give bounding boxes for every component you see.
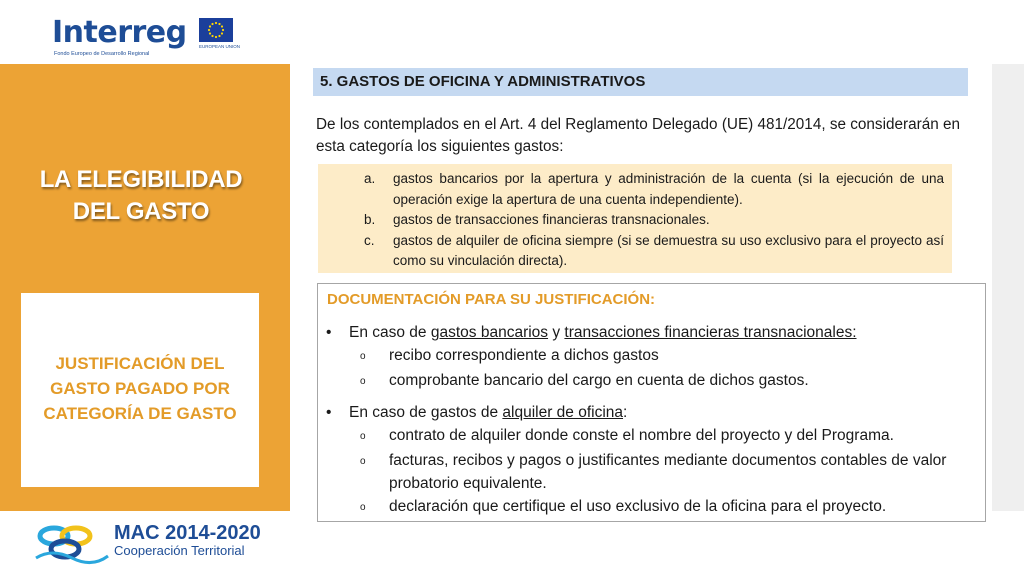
- sub-item-text: recibo correspondiente a dichos gastos: [389, 347, 659, 364]
- sublist-banking: [360, 344, 980, 394]
- underlined-term: transacciones financieras transnacionales:: [564, 324, 857, 341]
- sub-item: [360, 344, 980, 369]
- category-box-line2: GASTO PAGADO POR: [50, 379, 230, 398]
- eu-label: EUROPEAN UNION: [199, 44, 241, 49]
- bullet-office-rent: [326, 401, 627, 424]
- list-marker: c.: [364, 232, 375, 248]
- list-item: [318, 210, 944, 231]
- circle-bullet-icon: o: [360, 376, 366, 387]
- category-box-text: [21, 351, 259, 426]
- sub-item: [360, 369, 980, 394]
- sublist-office-rent: [360, 424, 980, 520]
- interreg-wordmark: Interreg: [52, 15, 187, 50]
- sub-item: [360, 495, 980, 520]
- category-box-line1: JUSTIFICACIÓN DEL: [55, 354, 225, 373]
- circle-bullet-icon: o: [360, 431, 366, 442]
- list-item-text: gastos de transacciones financieras transnacionales.: [393, 212, 710, 227]
- bullet-icon: •: [326, 324, 332, 341]
- sub-item-text: comprobante bancario del cargo en cuenta de dichos gastos.: [389, 372, 809, 389]
- left-title-line1: LA ELEGIBILIDAD: [39, 166, 243, 193]
- interreg-subtext: Fondo Europeo de Desarrollo Regional: [54, 51, 150, 57]
- sub-item-text: facturas, recibos y pagos o justificantes mediante documentos contables de valor probatorio equivalente.: [389, 452, 947, 492]
- mac-title: MAC 2014-2020: [114, 522, 261, 544]
- left-title: [0, 164, 282, 228]
- intro-paragraph: De los contemplados en el Art. 4 del Reglamento Delegado (UE) 481/2014, se considerarán en esta categoría los siguientes gastos:: [316, 116, 960, 155]
- bullet-prefix: En caso de gastos de: [349, 404, 503, 421]
- underlined-term: alquiler de oficina: [502, 404, 624, 421]
- sub-item: [360, 449, 980, 495]
- bullet-text: [349, 401, 627, 424]
- sub-item: [360, 424, 980, 449]
- mac-subtitle: Cooperación Territorial: [114, 543, 245, 558]
- left-title-line2: DEL GASTO: [72, 198, 210, 225]
- eu-flag-icon: [199, 18, 233, 42]
- bullet-icon: •: [326, 404, 332, 421]
- left-panel: [0, 64, 290, 511]
- list-item-text: gastos bancarios por la apertura y administración de la cuenta (si la ejecución de una operación exige la apertura de una cuenta independiente).: [393, 171, 944, 207]
- circle-bullet-icon: o: [360, 502, 366, 513]
- expense-list: [318, 164, 952, 273]
- list-item: [318, 169, 944, 210]
- bullet-middle: y: [548, 324, 565, 341]
- category-box-line3: CATEGORÍA DE GASTO: [43, 404, 237, 423]
- bullet-banking: [326, 321, 857, 344]
- bullet-text: [349, 321, 857, 344]
- sub-item-text: contrato de alquiler donde conste el nombre del proyecto y del Programa.: [389, 427, 894, 444]
- underlined-term: gastos bancarios: [430, 324, 549, 341]
- interreg-logo: [52, 14, 252, 60]
- category-box: [21, 293, 259, 487]
- list-marker: b.: [364, 212, 376, 227]
- circle-bullet-icon: o: [360, 456, 366, 467]
- list-item: [318, 231, 944, 272]
- documentation-title: DOCUMENTACIÓN PARA SU JUSTIFICACIÓN:: [327, 291, 656, 308]
- bullet-suffix: :: [623, 404, 628, 421]
- list-item-text: gastos de alquiler de oficina siempre (si se demuestra su uso exclusivo para el proyecto así como su vinculación directa).: [393, 232, 944, 268]
- bullet-prefix: En caso de: [349, 324, 431, 341]
- section-title: 5. GASTOS DE OFICINA Y ADMINISTRATIVOS: [313, 68, 968, 96]
- mac-rings-icon: [32, 518, 112, 568]
- sub-item-text: declaración que certifique el uso exclusivo de la oficina para el proyecto.: [389, 498, 887, 515]
- circle-bullet-icon: o: [360, 351, 366, 362]
- list-marker: a.: [364, 171, 376, 186]
- mac-logo: [32, 518, 282, 568]
- right-strip: [992, 64, 1024, 511]
- documentation-box: [317, 283, 986, 522]
